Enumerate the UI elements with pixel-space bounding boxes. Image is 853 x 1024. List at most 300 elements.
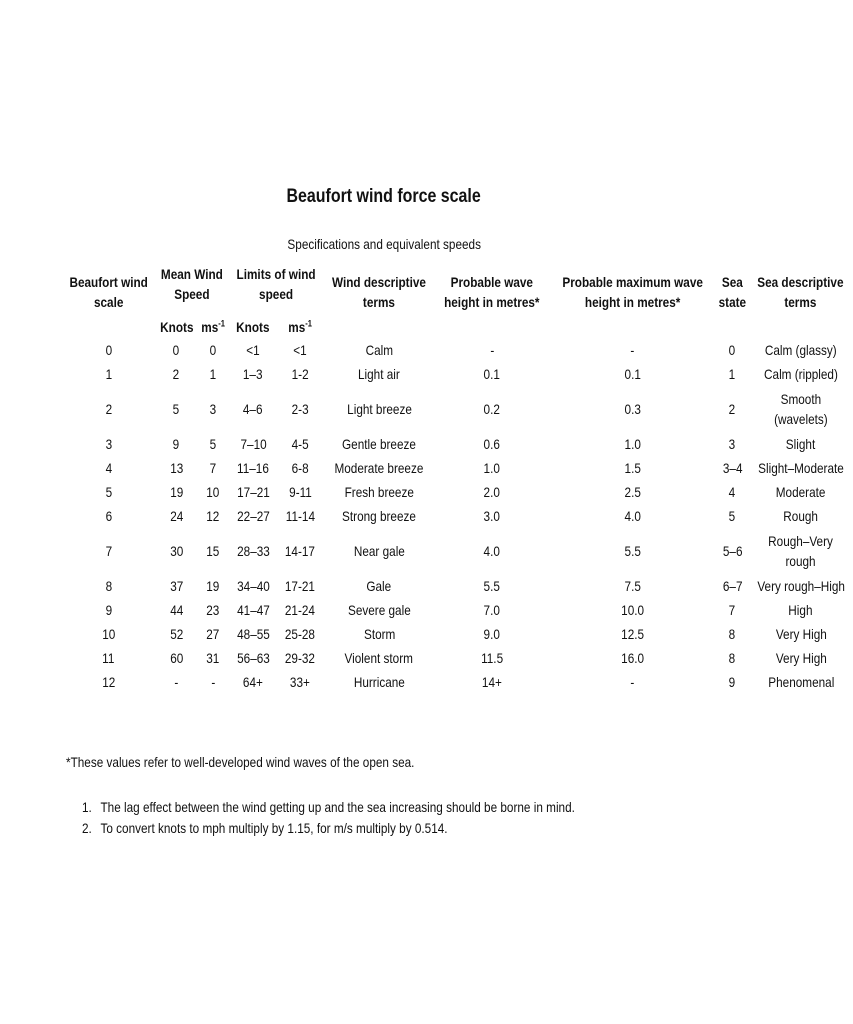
header-line: Mean Wind bbox=[161, 266, 224, 282]
cell-wind-term-text: Hurricane bbox=[353, 674, 405, 690]
cell-wave-height-text: 0.1 bbox=[483, 366, 501, 382]
cell-limits-knots bbox=[229, 670, 277, 694]
cell-limits-knots bbox=[229, 646, 277, 670]
cell-beaufort-scale-text: 9 bbox=[105, 602, 112, 618]
cell-max-wave-height bbox=[549, 504, 716, 528]
cell-mean-knots bbox=[155, 386, 197, 432]
cell-limits-ms bbox=[277, 386, 323, 432]
cell-limits-knots-text: 28–33 bbox=[236, 543, 270, 559]
cell-wave-height-text: 9.0 bbox=[483, 626, 501, 642]
cell-mean-knots bbox=[155, 670, 197, 694]
cell-max-wave-height-text: 2.5 bbox=[624, 484, 641, 500]
cell-beaufort-scale-text: 12 bbox=[102, 674, 116, 690]
cell-sea-term-wrap bbox=[768, 672, 834, 692]
cell-beaufort-scale-text: 8 bbox=[105, 578, 112, 594]
cell-mean-knots bbox=[155, 574, 197, 598]
cell-mean-ms-text: 23 bbox=[206, 602, 220, 618]
cell-limits-knots-text: 48–55 bbox=[236, 626, 270, 642]
cell-mean-ms-text: 12 bbox=[206, 508, 220, 524]
cell-wind-term bbox=[323, 670, 435, 694]
cell-sea-term-wrap bbox=[789, 600, 813, 620]
cell-sea-state-text: 2 bbox=[729, 401, 736, 417]
cell-max-wave-height-text: 7.5 bbox=[624, 578, 641, 594]
cell-limits-knots bbox=[229, 528, 277, 574]
cell-beaufort-scale bbox=[62, 622, 155, 646]
cell-wave-height-text: 5.5 bbox=[483, 578, 501, 594]
cell-mean-ms bbox=[197, 386, 229, 432]
cell-mean-knots-text: 5 bbox=[173, 401, 180, 417]
cell-sea-state-text: 5 bbox=[729, 508, 736, 524]
cell-wind-term bbox=[323, 528, 435, 574]
notes-list bbox=[82, 797, 575, 839]
cell-max-wave-height bbox=[549, 646, 716, 670]
cell-wind-term bbox=[323, 646, 435, 670]
cell-wind-term-text: Gentle breeze bbox=[342, 436, 417, 452]
cell-sea-state-text: 8 bbox=[729, 650, 736, 666]
cell-wave-height bbox=[435, 646, 549, 670]
cell-sea-state bbox=[716, 598, 749, 622]
cell-sea-term bbox=[749, 622, 853, 646]
table-row bbox=[62, 456, 853, 480]
cell-beaufort-scale bbox=[62, 338, 155, 362]
cell-mean-ms bbox=[197, 646, 229, 670]
cell-mean-knots bbox=[155, 432, 197, 456]
table-row bbox=[62, 362, 853, 386]
header-limits-knots bbox=[229, 316, 277, 338]
cell-sea-state bbox=[716, 432, 749, 456]
cell-wind-term bbox=[323, 362, 435, 386]
cell-sea-term-line: High bbox=[788, 602, 813, 618]
page-subtitle bbox=[0, 236, 768, 252]
cell-limits-ms-text: 33+ bbox=[290, 674, 311, 690]
cell-max-wave-height bbox=[549, 386, 716, 432]
cell-mean-ms bbox=[197, 456, 229, 480]
cell-limits-ms bbox=[277, 432, 323, 456]
table-body bbox=[62, 338, 853, 694]
cell-max-wave-height-text: 12.5 bbox=[620, 626, 644, 642]
cell-sea-term-wrap bbox=[757, 576, 845, 596]
cell-beaufort-scale bbox=[62, 528, 155, 574]
cell-wave-height bbox=[435, 480, 549, 504]
cell-wave-height bbox=[435, 528, 549, 574]
cell-sea-term-wrap bbox=[758, 458, 844, 478]
cell-limits-ms bbox=[277, 456, 323, 480]
header-sea-state bbox=[716, 262, 749, 338]
header-line: terms bbox=[784, 294, 817, 310]
cell-beaufort-scale bbox=[62, 598, 155, 622]
cell-beaufort-scale bbox=[62, 386, 155, 432]
cell-beaufort-scale-text: 11 bbox=[102, 650, 115, 666]
cell-sea-state-text: 0 bbox=[729, 342, 736, 358]
cell-limits-ms-text: 17-21 bbox=[285, 578, 316, 594]
cell-wave-height-text: 0.6 bbox=[483, 436, 501, 452]
cell-beaufort-scale bbox=[62, 432, 155, 456]
cell-wind-term bbox=[323, 622, 435, 646]
cell-mean-knots-text: 24 bbox=[169, 508, 183, 524]
cell-mean-knots-text: 52 bbox=[169, 626, 183, 642]
note-item bbox=[82, 818, 575, 839]
cell-sea-term-line: Very rough–High bbox=[757, 578, 845, 594]
cell-beaufort-scale bbox=[62, 670, 155, 694]
cell-beaufort-scale bbox=[62, 456, 155, 480]
cell-max-wave-height bbox=[549, 338, 716, 362]
cell-wind-term-text: Calm bbox=[365, 342, 393, 358]
cell-limits-ms-text: 14-17 bbox=[285, 543, 316, 559]
cell-sea-term-line: Rough bbox=[783, 508, 819, 524]
header-line: height in metres* bbox=[584, 294, 681, 310]
cell-max-wave-height-text: 4.0 bbox=[624, 508, 641, 524]
header-line: state bbox=[718, 294, 747, 310]
cell-limits-knots bbox=[229, 622, 277, 646]
cell-mean-ms-text: 31 bbox=[206, 650, 220, 666]
cell-wave-height bbox=[435, 456, 549, 480]
cell-wave-height-text: 4.0 bbox=[483, 543, 501, 559]
cell-mean-knots bbox=[155, 598, 197, 622]
cell-wind-term-text: Severe gale bbox=[347, 602, 411, 618]
table-row bbox=[62, 504, 853, 528]
table-row bbox=[62, 386, 853, 432]
cell-sea-term-line: Calm (glassy) bbox=[764, 342, 837, 358]
header-text: ms bbox=[288, 319, 306, 335]
cell-sea-state bbox=[716, 504, 749, 528]
cell-sea-term bbox=[749, 432, 853, 456]
cell-wave-height-text: - bbox=[489, 342, 494, 358]
cell-wind-term bbox=[323, 456, 435, 480]
cell-mean-ms bbox=[197, 528, 229, 574]
cell-limits-knots-text: 56–63 bbox=[236, 650, 270, 666]
cell-mean-knots bbox=[155, 622, 197, 646]
header-line: Wind descriptive bbox=[332, 274, 427, 290]
cell-max-wave-height-text: 1.0 bbox=[624, 436, 641, 452]
cell-beaufort-scale-text: 4 bbox=[105, 460, 112, 476]
cell-sea-term-wrap bbox=[774, 389, 828, 429]
cell-sea-term-line: Calm (rippled) bbox=[763, 366, 838, 382]
cell-wind-term-text: Strong breeze bbox=[342, 508, 417, 524]
header-beaufort-scale bbox=[62, 262, 155, 338]
cell-max-wave-height-text: 16.0 bbox=[620, 650, 644, 666]
cell-sea-term-wrap bbox=[775, 624, 826, 644]
cell-sea-state bbox=[716, 456, 749, 480]
cell-limits-ms-text: 4-5 bbox=[291, 436, 309, 452]
cell-mean-ms-text: 5 bbox=[209, 436, 217, 452]
cell-wind-term bbox=[323, 598, 435, 622]
header-probable-max-wave bbox=[549, 262, 716, 338]
cell-mean-ms bbox=[197, 480, 229, 504]
cell-wind-term bbox=[323, 386, 435, 432]
cell-mean-ms bbox=[197, 338, 229, 362]
cell-sea-term bbox=[749, 646, 853, 670]
cell-mean-ms bbox=[197, 598, 229, 622]
cell-wind-term bbox=[323, 480, 435, 504]
cell-mean-ms-text: 1 bbox=[209, 366, 217, 382]
cell-mean-knots bbox=[155, 362, 197, 386]
header-line: Probable wave bbox=[450, 274, 534, 290]
cell-limits-knots bbox=[229, 598, 277, 622]
cell-mean-ms bbox=[197, 622, 229, 646]
cell-sea-state bbox=[716, 480, 749, 504]
cell-max-wave-height bbox=[549, 574, 716, 598]
cell-wave-height bbox=[435, 386, 549, 432]
cell-limits-ms-text: 29-32 bbox=[285, 650, 316, 666]
cell-limits-knots-text: 41–47 bbox=[236, 602, 270, 618]
cell-wave-height-text: 0.2 bbox=[483, 401, 501, 417]
cell-mean-knots-text: 0 bbox=[173, 342, 180, 358]
cell-sea-state-text: 7 bbox=[729, 602, 736, 618]
cell-limits-knots-text: <1 bbox=[246, 342, 260, 358]
cell-limits-knots-text: 7–10 bbox=[240, 436, 267, 452]
cell-sea-term-wrap bbox=[764, 364, 838, 384]
cell-limits-ms-text: 11-14 bbox=[285, 508, 315, 524]
cell-sea-state-text: 6–7 bbox=[722, 578, 743, 594]
cell-mean-ms bbox=[197, 362, 229, 386]
cell-beaufort-scale-text: 3 bbox=[105, 436, 112, 452]
cell-sea-state bbox=[716, 362, 749, 386]
cell-mean-knots-text: 30 bbox=[169, 543, 183, 559]
cell-mean-ms-text: 19 bbox=[206, 578, 220, 594]
cell-mean-knots-text: 37 bbox=[169, 578, 183, 594]
cell-mean-knots-text: 60 bbox=[169, 650, 183, 666]
cell-wind-term bbox=[323, 432, 435, 456]
cell-sea-term-line: rough bbox=[785, 553, 816, 569]
cell-limits-ms bbox=[277, 362, 323, 386]
cell-sea-term-line: Slight–Moderate bbox=[758, 460, 844, 476]
cell-sea-state bbox=[716, 670, 749, 694]
cell-sea-state bbox=[716, 528, 749, 574]
cell-sea-term-wrap bbox=[765, 340, 837, 360]
cell-mean-knots bbox=[155, 528, 197, 574]
cell-max-wave-height bbox=[549, 362, 716, 386]
cell-limits-ms bbox=[277, 338, 323, 362]
cell-max-wave-height-text: 0.1 bbox=[624, 366, 641, 382]
note-text: The lag effect between the wind getting up and the sea increasing should be borne in mind. bbox=[100, 799, 575, 815]
header-limits-wind-speed bbox=[229, 262, 323, 316]
cell-wave-height-text: 3.0 bbox=[483, 508, 501, 524]
cell-sea-term-line: Slight bbox=[786, 436, 816, 452]
table-row bbox=[62, 670, 853, 694]
cell-sea-term-line: Moderate bbox=[775, 484, 826, 500]
cell-beaufort-scale-text: 10 bbox=[102, 626, 116, 642]
cell-sea-state-text: 9 bbox=[729, 674, 736, 690]
cell-beaufort-scale bbox=[62, 646, 155, 670]
cell-limits-knots-text: 34–40 bbox=[236, 578, 270, 594]
cell-beaufort-scale-text: 5 bbox=[105, 484, 112, 500]
cell-limits-ms bbox=[277, 480, 323, 504]
cell-wind-term bbox=[323, 504, 435, 528]
cell-mean-knots bbox=[155, 646, 197, 670]
note-number: 1. bbox=[82, 799, 92, 815]
cell-beaufort-scale bbox=[62, 480, 155, 504]
cell-beaufort-scale-text: 6 bbox=[105, 508, 112, 524]
cell-limits-ms-text: 6-8 bbox=[291, 460, 309, 476]
cell-sea-term bbox=[749, 598, 853, 622]
cell-mean-knots bbox=[155, 480, 197, 504]
footnote: *These values refer to well-developed wind waves of the open sea. bbox=[66, 754, 415, 770]
header-superscript: -1 bbox=[305, 318, 313, 329]
table-row bbox=[62, 432, 853, 456]
header-line: Limits of wind bbox=[236, 266, 316, 282]
cell-mean-knots-text: 9 bbox=[173, 436, 180, 452]
cell-wave-height bbox=[435, 670, 549, 694]
cell-limits-knots bbox=[229, 432, 277, 456]
cell-mean-ms bbox=[197, 574, 229, 598]
cell-sea-term bbox=[749, 670, 853, 694]
header-text: Knots bbox=[236, 319, 270, 335]
header-line: Probable maximum wave bbox=[562, 274, 703, 290]
cell-beaufort-scale bbox=[62, 574, 155, 598]
page-subtitle-text: Specifications and equivalent speeds bbox=[287, 236, 481, 252]
cell-limits-knots bbox=[229, 480, 277, 504]
cell-mean-ms-text: 3 bbox=[209, 401, 217, 417]
table-row bbox=[62, 598, 853, 622]
cell-wind-term-text: Moderate breeze bbox=[334, 460, 424, 476]
cell-mean-ms bbox=[197, 670, 229, 694]
cell-wind-term-text: Storm bbox=[363, 626, 395, 642]
cell-limits-ms bbox=[277, 528, 323, 574]
header-line: terms bbox=[363, 294, 396, 310]
cell-wave-height bbox=[435, 504, 549, 528]
cell-wind-term-text: Fresh breeze bbox=[344, 484, 414, 500]
cell-limits-knots-text: 17–21 bbox=[236, 484, 270, 500]
cell-max-wave-height-text: 5.5 bbox=[624, 543, 641, 559]
cell-limits-ms bbox=[277, 622, 323, 646]
table-header-row bbox=[62, 262, 853, 316]
cell-sea-state bbox=[716, 646, 749, 670]
cell-wind-term-text: Light breeze bbox=[346, 401, 412, 417]
cell-wave-height-text: 14+ bbox=[481, 674, 502, 690]
table-row bbox=[62, 338, 853, 362]
cell-limits-knots bbox=[229, 504, 277, 528]
cell-mean-knots-text: 13 bbox=[169, 460, 183, 476]
cell-mean-knots-text: 44 bbox=[169, 602, 183, 618]
table-row bbox=[62, 480, 853, 504]
table-row bbox=[62, 574, 853, 598]
header-line: Sea bbox=[721, 274, 743, 290]
cell-mean-ms-text: 27 bbox=[206, 626, 220, 642]
cell-sea-term-line: Smooth bbox=[780, 391, 822, 407]
cell-sea-term-line: Very High bbox=[775, 650, 827, 666]
cell-max-wave-height bbox=[549, 528, 716, 574]
header-line: height in metres* bbox=[444, 294, 540, 310]
note-text: To convert knots to mph multiply by 1.15, for m/s multiply by 0.514. bbox=[100, 820, 448, 836]
header-probable-wave bbox=[435, 262, 549, 338]
header-line: scale bbox=[93, 294, 124, 310]
cell-sea-term-line: Rough–Very bbox=[768, 533, 834, 549]
cell-wave-height-text: 2.0 bbox=[483, 484, 501, 500]
header-wind-descriptive-terms bbox=[323, 262, 435, 338]
cell-max-wave-height-text: 1.5 bbox=[624, 460, 641, 476]
cell-sea-term-wrap bbox=[776, 482, 826, 502]
cell-limits-ms-text: <1 bbox=[293, 342, 307, 358]
cell-mean-ms-text: 0 bbox=[209, 342, 217, 358]
header-limits-ms bbox=[277, 316, 323, 338]
cell-mean-knots-text: 19 bbox=[169, 484, 183, 500]
table-row bbox=[62, 528, 853, 574]
cell-sea-term bbox=[749, 386, 853, 432]
header-line: speed bbox=[259, 286, 294, 302]
cell-limits-knots bbox=[229, 456, 277, 480]
cell-limits-knots bbox=[229, 338, 277, 362]
cell-limits-knots-text: 4–6 bbox=[243, 401, 263, 417]
cell-limits-knots-text: 22–27 bbox=[236, 508, 270, 524]
cell-sea-term-line: Very High bbox=[775, 626, 827, 642]
cell-limits-ms bbox=[277, 670, 323, 694]
cell-mean-ms bbox=[197, 504, 229, 528]
cell-max-wave-height bbox=[549, 670, 716, 694]
cell-wave-height-text: 7.0 bbox=[483, 602, 501, 618]
cell-sea-term bbox=[749, 504, 853, 528]
cell-limits-ms bbox=[277, 598, 323, 622]
cell-limits-knots-text: 11–16 bbox=[237, 460, 270, 476]
cell-sea-term-line: Phenomenal bbox=[767, 674, 834, 690]
cell-mean-knots-text: - bbox=[174, 674, 179, 690]
cell-beaufort-scale bbox=[62, 504, 155, 528]
cell-sea-state-text: 4 bbox=[729, 484, 736, 500]
cell-sea-term-line: (wavelets) bbox=[774, 411, 828, 427]
cell-wave-height bbox=[435, 598, 549, 622]
cell-sea-term bbox=[749, 456, 853, 480]
cell-wind-term bbox=[323, 338, 435, 362]
cell-beaufort-scale-text: 2 bbox=[105, 401, 112, 417]
cell-limits-ms-text: 2-3 bbox=[291, 401, 309, 417]
cell-sea-term bbox=[749, 528, 853, 574]
cell-wind-term-text: Near gale bbox=[353, 543, 405, 559]
cell-sea-state-text: 3–4 bbox=[722, 460, 743, 476]
page-title bbox=[0, 186, 768, 208]
cell-wind-term-text: Gale bbox=[366, 578, 392, 594]
note-number: 2. bbox=[82, 820, 92, 836]
cell-sea-term-wrap bbox=[768, 531, 833, 571]
cell-sea-state bbox=[716, 386, 749, 432]
table-row bbox=[62, 622, 853, 646]
cell-wind-term-text: Light air bbox=[358, 366, 401, 382]
cell-mean-ms-text: - bbox=[211, 674, 216, 690]
cell-mean-ms bbox=[197, 432, 229, 456]
cell-limits-ms bbox=[277, 504, 323, 528]
header-line: Speed bbox=[174, 286, 210, 302]
cell-limits-ms-text: 9-11 bbox=[288, 484, 312, 500]
cell-max-wave-height-text: - bbox=[630, 674, 635, 690]
note-item bbox=[82, 797, 575, 818]
cell-sea-state-text: 3 bbox=[729, 436, 736, 452]
cell-limits-knots-text: 1–3 bbox=[243, 366, 263, 382]
cell-max-wave-height bbox=[549, 622, 716, 646]
header-text: ms bbox=[201, 319, 219, 335]
cell-limits-knots bbox=[229, 386, 277, 432]
header-sea-descriptive-terms bbox=[749, 262, 853, 338]
cell-sea-state-text: 8 bbox=[729, 626, 736, 642]
cell-max-wave-height-text: 0.3 bbox=[624, 401, 641, 417]
cell-sea-state bbox=[716, 574, 749, 598]
cell-mean-knots bbox=[155, 338, 197, 362]
cell-sea-term bbox=[749, 362, 853, 386]
cell-sea-state-text: 1 bbox=[729, 366, 736, 382]
cell-beaufort-scale bbox=[62, 362, 155, 386]
cell-max-wave-height-text: - bbox=[630, 342, 635, 358]
cell-max-wave-height bbox=[549, 598, 716, 622]
cell-wave-height bbox=[435, 432, 549, 456]
cell-limits-ms-text: 25-28 bbox=[285, 626, 316, 642]
cell-limits-ms bbox=[277, 646, 323, 670]
cell-sea-term bbox=[749, 338, 853, 362]
cell-sea-state bbox=[716, 622, 749, 646]
cell-max-wave-height-text: 10.0 bbox=[620, 602, 644, 618]
cell-mean-ms-text: 7 bbox=[209, 460, 217, 476]
header-mean-knots bbox=[155, 316, 197, 338]
cell-wave-height bbox=[435, 362, 549, 386]
cell-sea-term-wrap bbox=[786, 434, 815, 454]
header-line: Sea descriptive bbox=[757, 274, 844, 290]
cell-mean-ms-text: 15 bbox=[206, 543, 220, 559]
